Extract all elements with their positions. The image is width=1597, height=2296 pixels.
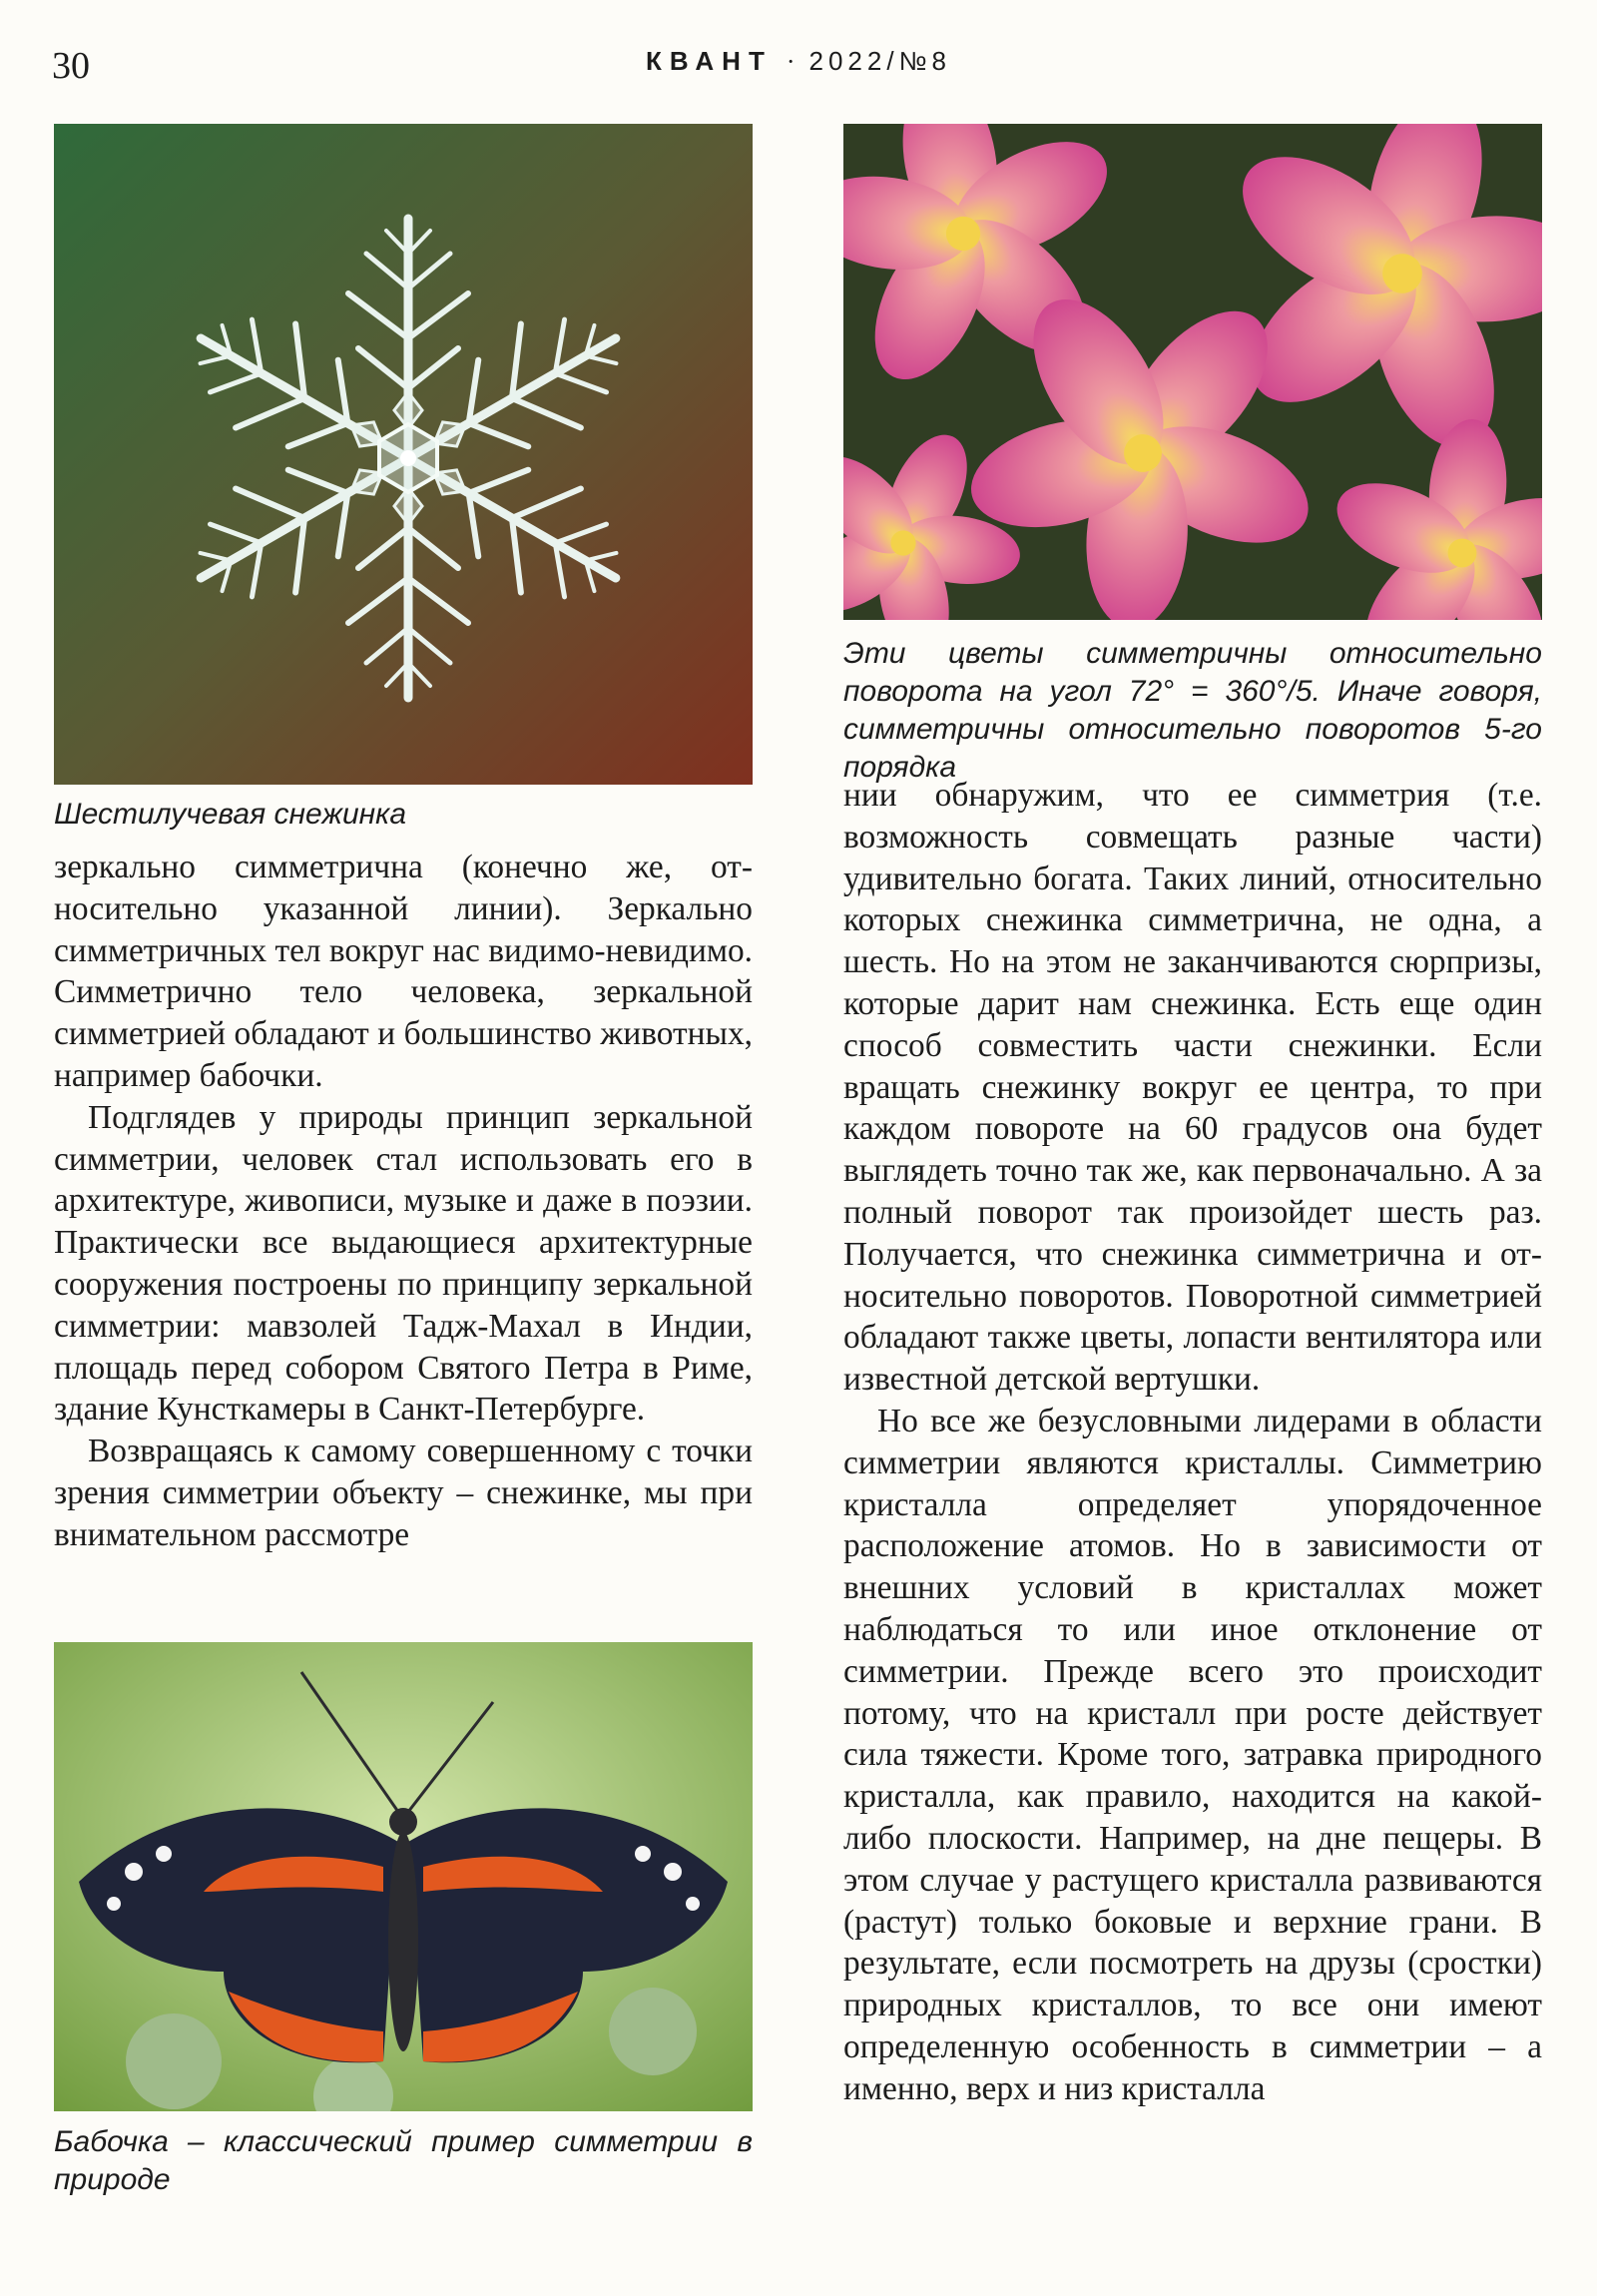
paragraph: Подглядев у природы принцип зеркальной симметрии, человек стал использовать его в архитектуре, живописи, музыке и даже в поэзии. Практически все выдающиеся архитектурные сооружения построены по принципу зеркальной симметрии: мавзолей Тадж-Махал в Индии, площадь перед собором Святого Петра в Риме, здание Кунсткамеры в Санкт-Петербурге. <box>54 1098 753 1429</box>
paragraph: нии обнаружим, что ее симметрия (т.е. возможность совмещать разные части) удивительно богата. Таких линий, относительно которых снежинка симметрична, не одна, а шесть. Но на этом не заканчиваются сюрпризы, которые дарит нам снежинка. Есть еще один способ совместить части снежинки. Если вращать снежинку вокруг ее центра, то при каждом повороте на 60 градусов она будет выглядеть точно так же, как первоначально. А за полный поворот так произойдет шесть раз. Получается, что снежинка симметрична и относительно поворотов. Поворотной симметрией обладают также цветы, лопасти вентилятора или известной детской вертушки. <box>843 777 1542 1399</box>
magazine-title: КВАНТ <box>646 46 773 76</box>
paragraph: Возвращаясь к самому совершенному с точки зрения симметрии объекту – снежинке, мы при внимательном рассмотре <box>54 1433 753 1553</box>
snowflake-figure <box>54 124 753 785</box>
right-text-column <box>843 775 1542 2110</box>
flowers-caption: Эти цветы симметричны относительно поворота на угол 72° = 360°/5. Иначе говоря, симметричны относительно поворотов 5-го порядка <box>843 637 1542 784</box>
paragraph: зеркально симметрична (конечно же, относительно указанной линии). Зеркально симметричных тел вокруг нас видимо-невидимо. Симметрично тело человека, зеркальной симметрией обладают и большинство животных, например бабочки. <box>54 849 753 1094</box>
paragraph: Но все же безусловными лидерами в области симметрии являются кристаллы. Симметрию кристалла определяет упорядоченное расположение атомов. Но в зависимости от внешних условий в кристаллах может наблюдаться то или иное отклонение от симметрии. Прежде всего это происходит потому, что на кристалл при росте действует сила тяжести. Кроме того, затравка природного кристалла, как правило, находится на какой-либо плоскости. Например, на дне пещеры. В этом случае у растущего кристалла развиваются (растут) только боковые и верхние грани. В результате, если посмотреть на друзы (сростки) природных кристаллов, то все они имеют определенную особенность в симметрии – а именно, верх и низ кристалла <box>843 1402 1542 2107</box>
header-separator: · <box>786 47 796 76</box>
butterfly-caption: Бабочка – классический пример симметрии в природе <box>54 2125 753 2196</box>
snowflake-photo-icon <box>54 124 753 785</box>
butterfly-figure <box>54 1642 753 2111</box>
running-head <box>0 46 1597 77</box>
snowflake-caption: Шестилучевая снежинка <box>54 798 407 831</box>
butterfly-photo-icon <box>54 1642 753 2111</box>
page-number: 30 <box>52 45 90 87</box>
flowers-figure <box>843 124 1542 620</box>
issue-number: 2022/№8 <box>808 46 951 76</box>
plumeria-flowers-photo-icon <box>843 124 1542 620</box>
left-text-column <box>54 847 753 1556</box>
